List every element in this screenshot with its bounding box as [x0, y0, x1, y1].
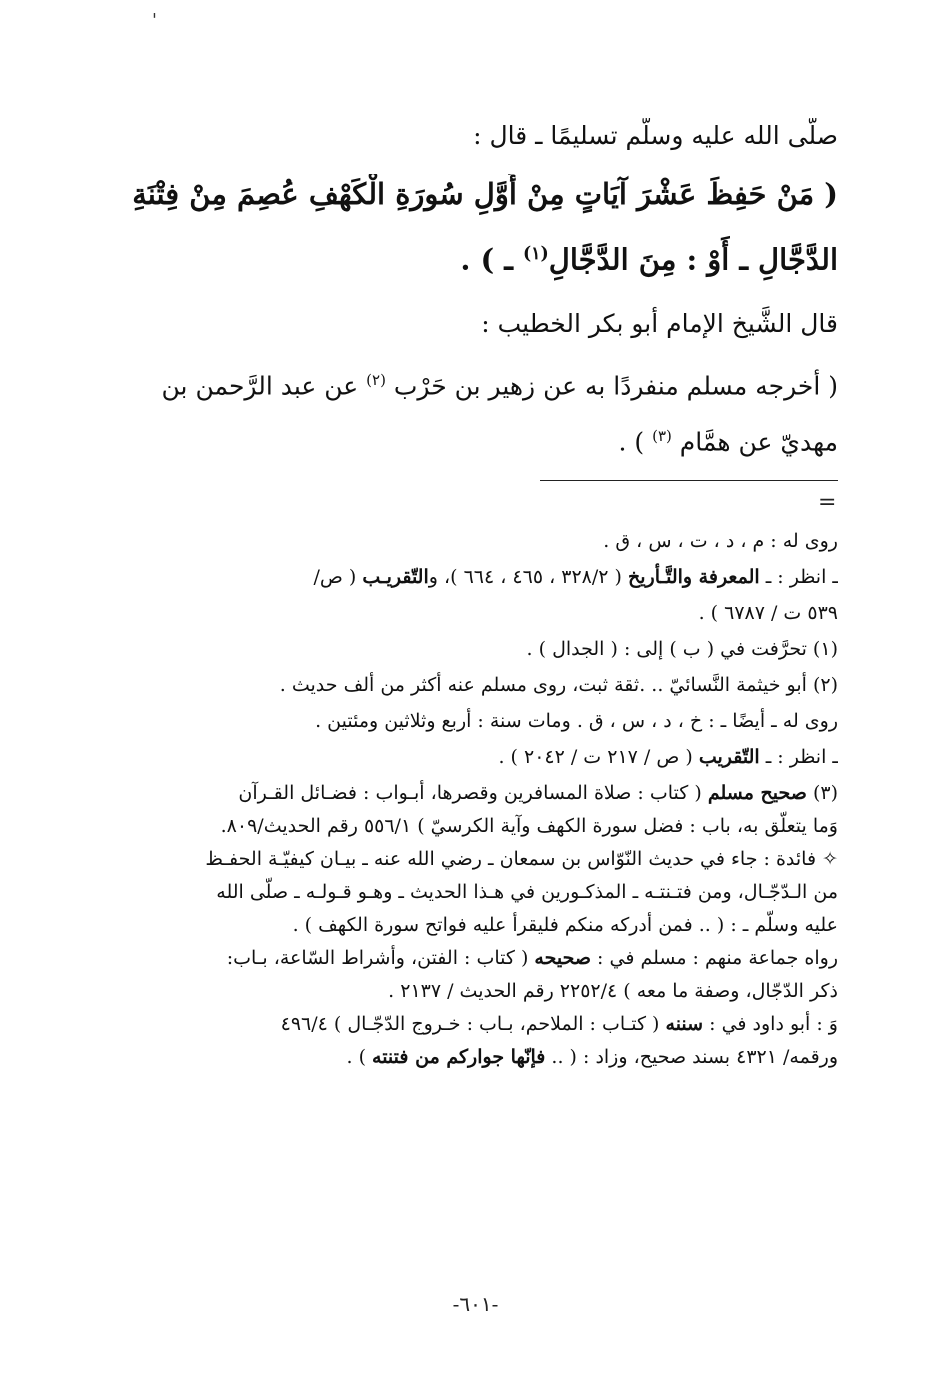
top-mark: '	[152, 10, 157, 31]
continuation-mark: =	[818, 490, 837, 515]
hadith-line-1: ( مَنْ حَفِظَ عَشْرَ آيَاتٍ مِنْ أَوَّلِ سُورَةِ الْكَهْفِ عُصِمَ مِنْ فِتْنَةِ	[132, 177, 838, 211]
page-number: -٦٠١-	[452, 1292, 499, 1316]
footnote-1: (١) تحرَّفت في ( ب ) إلى : ( الجدال ) .	[526, 638, 838, 660]
note-text: وَ : أبو داود في :	[703, 1013, 838, 1035]
isnad-line-2	[120, 418, 838, 474]
footnote-2-line-1: (٢) أبو خيثمة النَّسائيّ .. .ثقة ثبت، روى مسلم عنه أكثر من ألف حديث .	[279, 674, 838, 696]
quoted-phrase: فإنّها جواركم من فتنته	[372, 1046, 546, 1068]
book-title: التّقريـب	[362, 566, 429, 588]
continued-note-line-1: روى له : م ، د ، ت ، س ، ق .	[603, 530, 838, 552]
footnote-divider	[540, 480, 838, 481]
footnote-3-line-9	[120, 1042, 838, 1075]
note-text: ـ انظر : ـ	[759, 746, 838, 768]
book-title: صحيحه	[534, 947, 591, 969]
footnote-3-line-4: من الـدّجّـال، ومن فتـنتـه ـ المذكـورين في هـذا الحديث ـ وهـو قـولـه ـ صلّى الله	[216, 881, 838, 903]
footnote-2-line-2: روى له ـ أيضًا ـ : خ ، د ، س ، ق . ومات سنة : أربع وثلاثين ومئتين .	[315, 710, 838, 732]
hadith-line-2-end: ـ ) .	[460, 242, 523, 277]
note-text: ) .	[346, 1046, 373, 1068]
footnote-3-line-2: وَما يتعلّق به، باب : فضل سورة الكهف وآية الكرسيّ ) ٥٥٦/١ رقم الحديث/٨٠٩.	[220, 815, 838, 837]
continued-note-line-3: ٥٣٩ ت / ٦٧٨٧ ) .	[698, 602, 838, 624]
note-text: ـ انظر : ـ	[759, 566, 838, 588]
book-title: صحيح مسلم	[707, 782, 807, 804]
footnote-3-line-1	[120, 778, 838, 811]
narrator-line: قال الشَّيخ الإمام أبو بكر الخطيب :	[481, 309, 838, 338]
note-text: ( كتاب : صلاة المسافرين وقصرها، أبـواب : فضـائل القـرآن	[238, 782, 708, 804]
footnote-ref-1: (١)	[522, 244, 549, 264]
note-text: ورقمه/ ٤٣٢١ بسند صحيح، وزاد : ( ..	[545, 1046, 838, 1068]
footnote-3-line-8	[120, 1009, 838, 1042]
footnote-ref-3: (٣)	[652, 427, 672, 445]
isnad-line-1-text: ( أخرجه مسلم منفردًا به عن زهير بن حَرْب	[385, 371, 838, 401]
footnote-2-line-3	[120, 742, 838, 778]
note-text: ( كتاب : الفتن، وأشراط السّاعة، بـاب:	[226, 947, 535, 969]
note-text: رواه جماعة منهم : مسلم في :	[591, 947, 838, 969]
note-text: ( كتـاب : الملاحم، بـاب : خـروج الدّجّـال ) ٤٩٦/٤	[280, 1013, 666, 1035]
isnad-line-1-end: عن عبد الرَّحمن بن	[161, 371, 367, 401]
isnad-line-2-text: مهديّ عن همَّام	[671, 427, 838, 457]
continued-note-line-2	[120, 562, 838, 598]
footnotes	[120, 526, 838, 1075]
footnote-3-line-5: عليه وسلّم ـ : ( .. فمن أدركه منكم فليقرأ عليه فواتح سورة الكهف ) .	[292, 914, 838, 936]
footnote-3-line-3: ✧ فائدة : جاء في حديث النّوّاس بن سمعان ـ رضي الله عنه ـ بيـان كيفيّـة الحفـظ	[205, 848, 838, 870]
isnad-line-1	[120, 362, 838, 418]
isnad-line-2-end: ) .	[618, 427, 653, 457]
note-text: ( ٣٢٨/٢ ، ٤٦٥ ، ٦٦٤ )، و	[428, 566, 628, 588]
main-text	[120, 118, 838, 474]
footnote-ref-2: (٢)	[366, 371, 386, 389]
book-title: سننه	[665, 1013, 704, 1035]
main-line-intro: صلّى الله عليه وسلّم تسليمًا ـ قال :	[473, 121, 838, 150]
book-title: المعرفة والتَّـأريخ	[628, 566, 760, 588]
hadith-line-2	[120, 234, 838, 294]
hadith-line-2-text: الدَّجَّالِ ـ أَوْ : مِنَ الدَّجَّالِ	[548, 242, 838, 277]
note-text: ( ص / ٢١٧ ت / ٢٠٤٢ ) .	[498, 746, 699, 768]
note-text: (٣)	[806, 782, 838, 804]
footnote-3-line-7: ذكر الدّجّال، وصفة ما معه ) ٢٢٥٢/٤ رقم الحديث / ٢١٣٧ .	[388, 980, 838, 1002]
note-text: ( ص/	[313, 566, 363, 588]
footnote-3-line-6	[120, 943, 838, 976]
book-title: التّقريب	[698, 746, 760, 768]
